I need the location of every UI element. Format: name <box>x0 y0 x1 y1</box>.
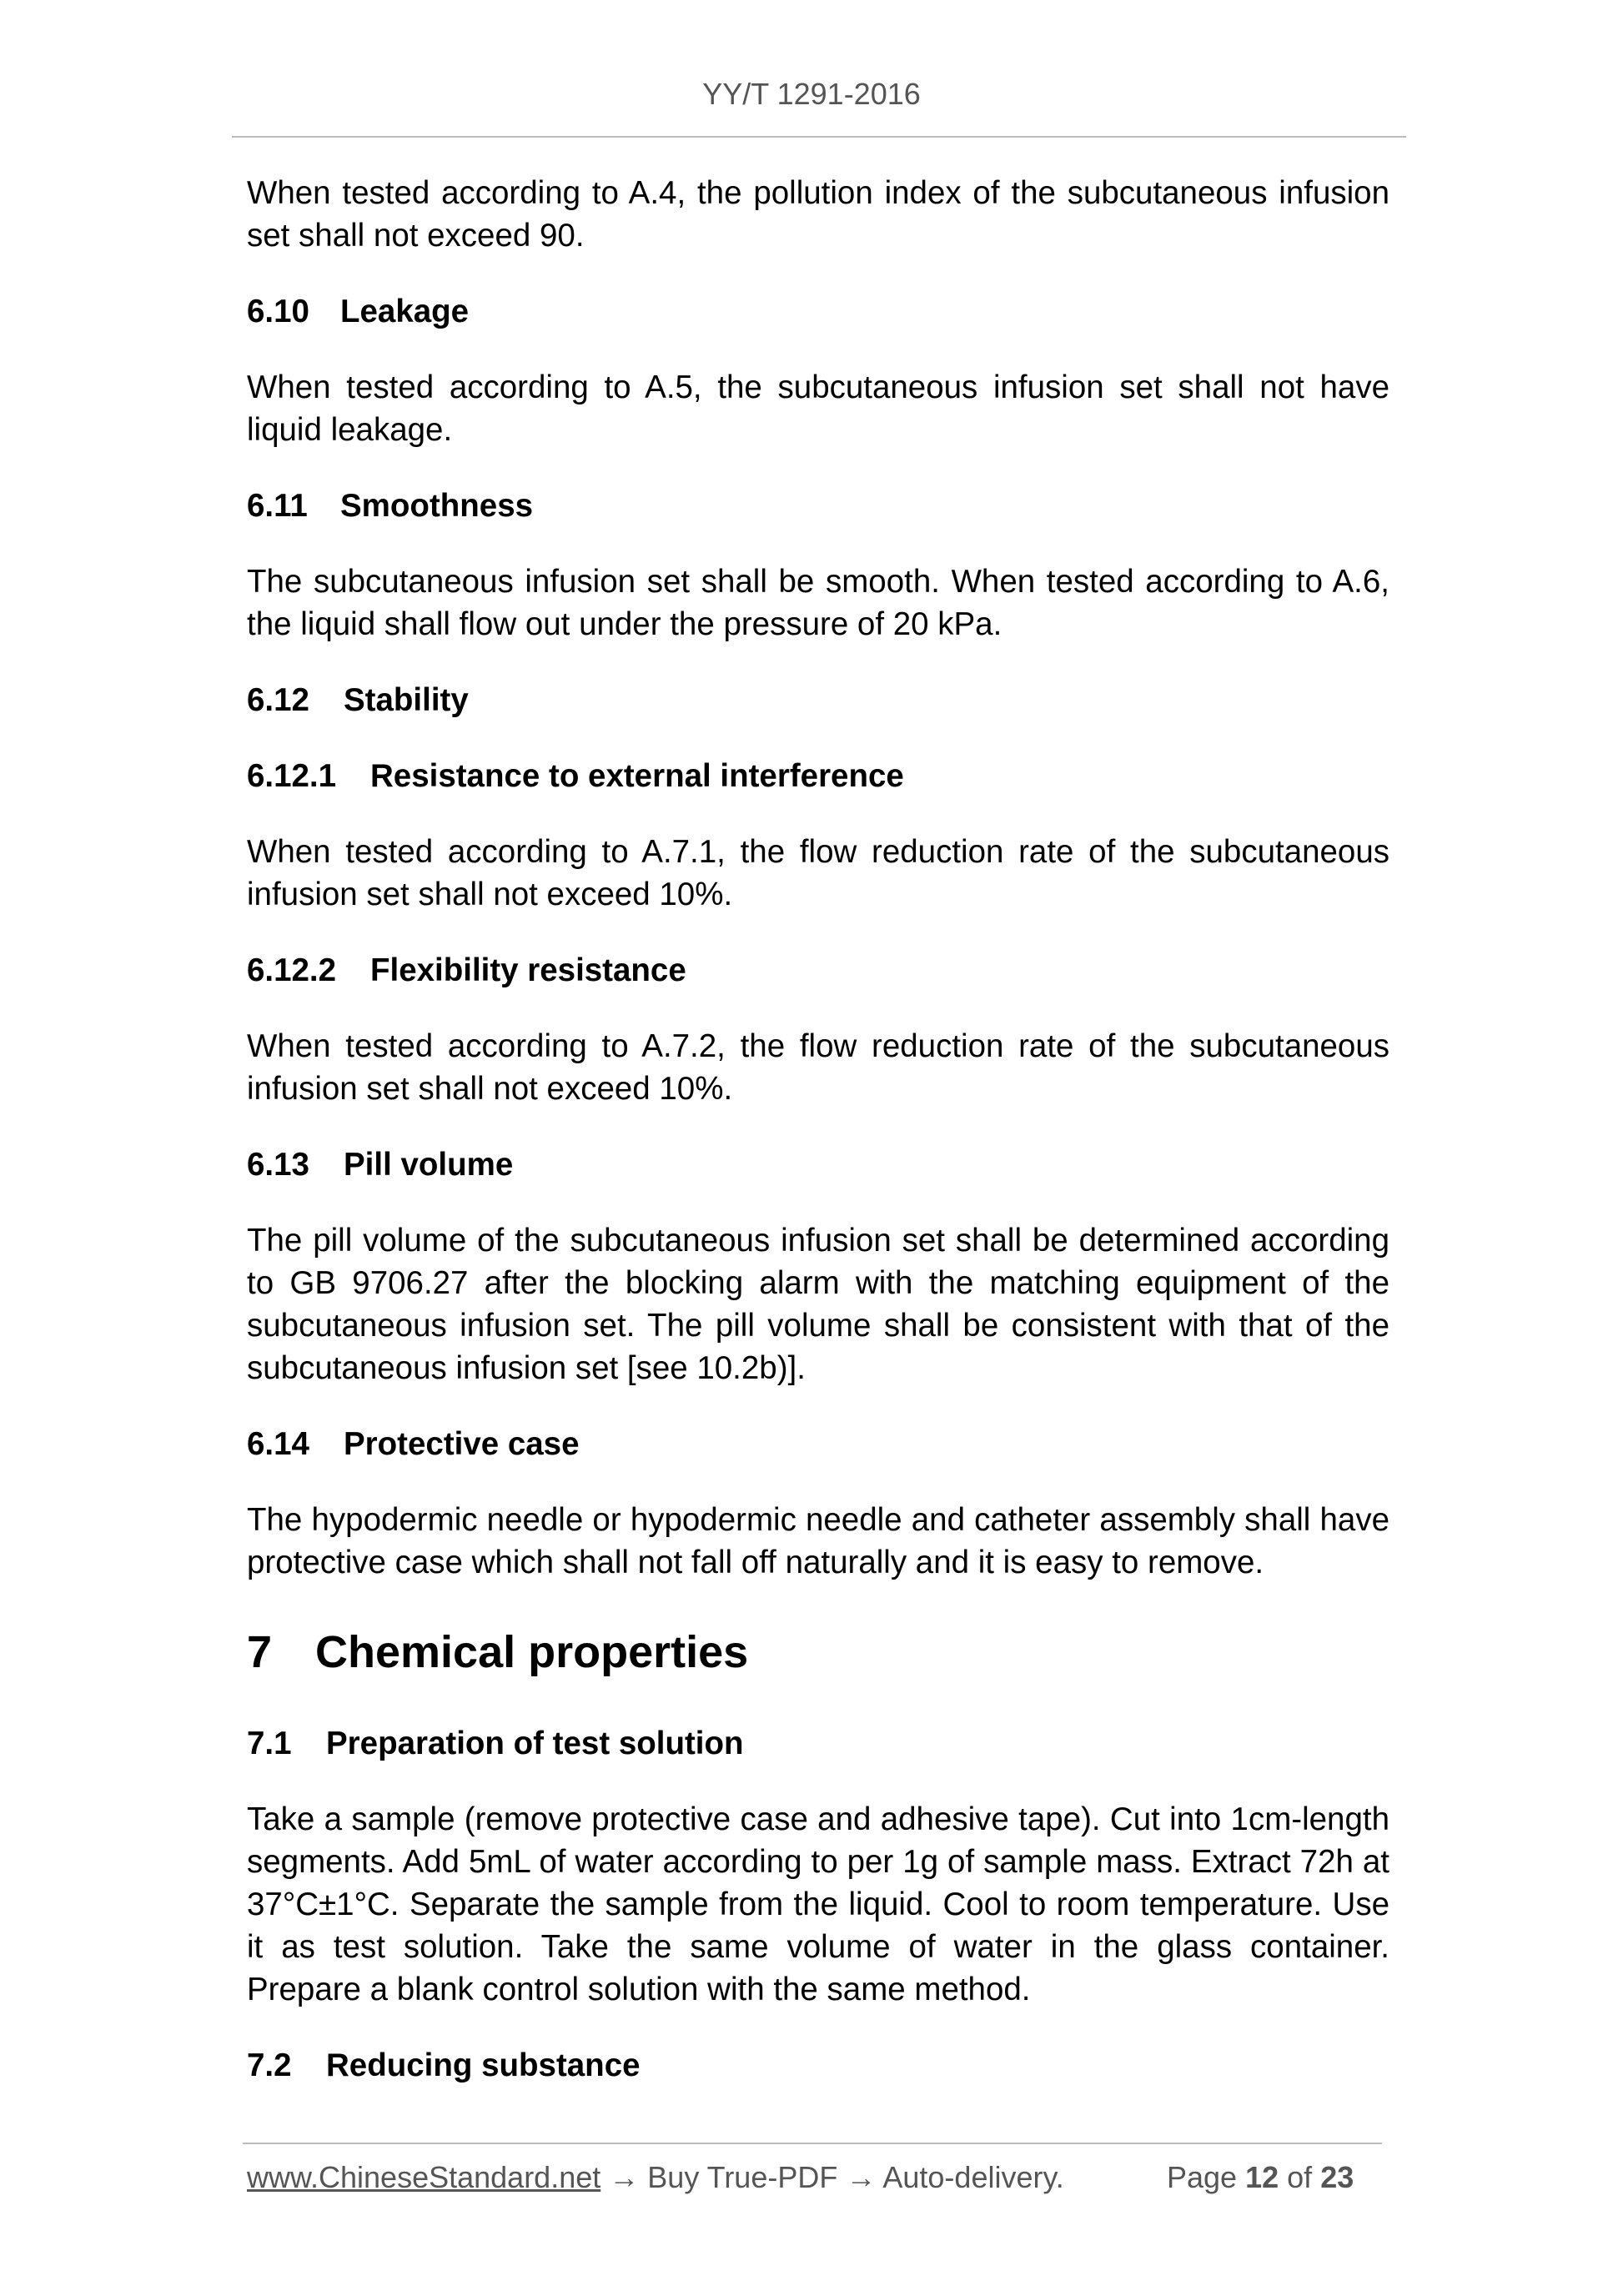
page-header: YY/T 1291-2016 <box>702 77 921 111</box>
body-paragraph: When tested according to A.5, the subcutaneous infusion set shall not have liquid leakage. <box>247 369 1389 448</box>
arrow-right-icon: → <box>609 2160 640 2194</box>
delivery-text: Auto-delivery. <box>882 2160 1064 2194</box>
arrow-right-icon: → <box>846 2160 877 2194</box>
chapter-number: 7 <box>247 1627 273 1677</box>
section-number: 6.10 <box>247 294 309 329</box>
section-heading-6-13 <box>247 1143 1389 1186</box>
section-number: 6.12.1 <box>247 758 337 794</box>
site-link[interactable]: www.ChineseStandard.net <box>247 2160 601 2194</box>
section-title: Preparation of test solution <box>326 1726 744 1761</box>
section-title: Reducing substance <box>326 2047 641 2083</box>
body-paragraph: When tested according to A.4, the pollution index of the subcutaneous infusion set shall not exceed 90. <box>247 175 1389 254</box>
section-number: 6.14 <box>247 1426 309 1462</box>
footer-divider <box>243 2143 1382 2144</box>
chapter-title: Chemical properties <box>315 1627 749 1677</box>
footer-promo <box>247 2158 1064 2197</box>
section-heading-7-2 <box>247 2044 1389 2087</box>
header-divider <box>232 136 1406 138</box>
section-heading-6-11 <box>247 485 1389 527</box>
body-paragraph: Take a sample (remove protective case and adhesive tape). Cut into 1cm-length segments. Add 5mL of water according to per 1g of sample mass. Extract 72h at 37°C±1°C. Separate the sample from the liquid. Cool to room temperature. Use it as test solution. Take the same volume of water in the glass container. Prepare a blank control solution with the same method. <box>247 1801 1389 2007</box>
body-paragraph: When tested according to A.7.2, the flow reduction rate of the subcutaneous infusion set shall not exceed 10%. <box>247 1028 1389 1107</box>
section-title: Stability <box>344 682 469 718</box>
section-title: Flexibility resistance <box>370 952 686 988</box>
page-total: 23 <box>1320 2160 1354 2194</box>
section-number: 7.2 <box>247 2047 292 2083</box>
of-label: of <box>1287 2160 1313 2194</box>
buy-text: Buy True-PDF <box>647 2160 838 2194</box>
body-paragraph: When tested according to A.7.1, the flow reduction rate of the subcutaneous infusion set shall not exceed 10%. <box>247 834 1389 912</box>
section-title: Smoothness <box>340 488 534 524</box>
section-title: Leakage <box>340 294 470 329</box>
section-heading-6-12-1 <box>247 755 1389 797</box>
section-heading-6-12 <box>247 679 1389 721</box>
section-heading-6-12-2 <box>247 949 1389 992</box>
body-paragraph: The pill volume of the subcutaneous infusion set shall be determined according to GB 9706.27 after the blocking alarm with the matching equipment of the subcutaneous infusion set. The pill volume shall be consistent with that of the subcutaneous infusion set [see 10.2b)]. <box>247 1223 1389 1386</box>
section-number: 6.11 <box>247 488 308 524</box>
page-number: 12 <box>1245 2160 1279 2194</box>
section-title: Pill volume <box>344 1147 514 1183</box>
body-paragraph: The hypodermic needle or hypodermic needle and catheter assembly shall have protective case which shall not fall off naturally and it is easy to remove. <box>247 1502 1389 1580</box>
section-heading-6-14 <box>247 1423 1389 1465</box>
section-heading-6-10 <box>247 290 1389 333</box>
section-heading-7-1 <box>247 1722 1389 1765</box>
section-title: Resistance to external interference <box>370 758 904 794</box>
section-number: 6.12 <box>247 682 309 718</box>
section-title: Protective case <box>344 1426 580 1462</box>
body-paragraph: The subcutaneous infusion set shall be smooth. When tested according to A.6, the liquid shall flow out under the pressure of 20 kPa. <box>247 564 1389 642</box>
section-number: 7.1 <box>247 1726 292 1761</box>
chapter-heading-7 <box>247 1625 1389 1679</box>
section-number: 6.12.2 <box>247 952 337 988</box>
page-label: Page <box>1167 2160 1238 2194</box>
document-body <box>247 172 1389 2087</box>
section-number: 6.13 <box>247 1147 309 1183</box>
page-indicator <box>1167 2158 1354 2197</box>
